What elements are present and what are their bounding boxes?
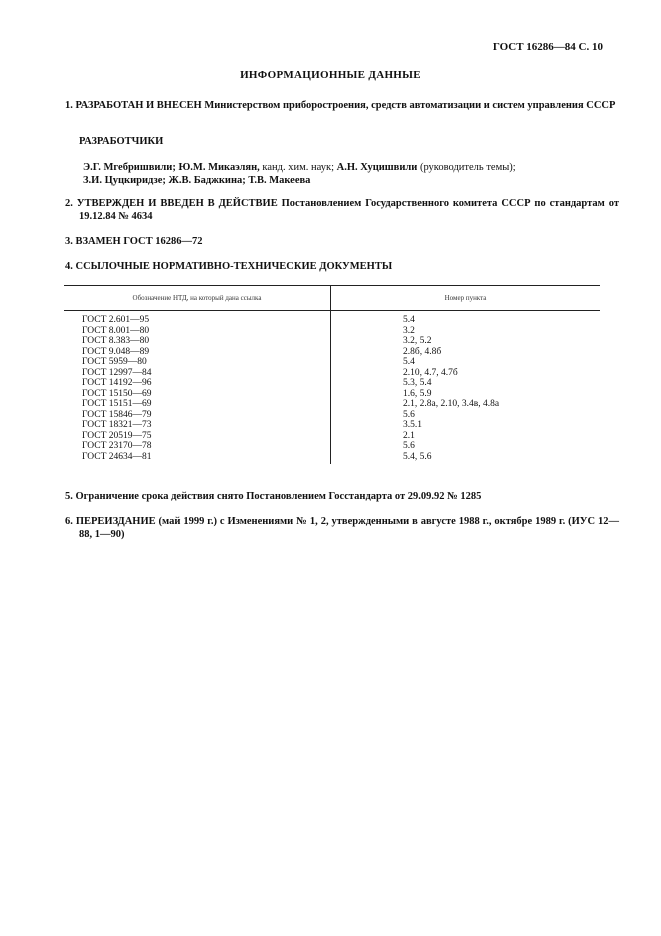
clause-cell: 3.5.1 <box>403 420 422 430</box>
clause-cell: 1.6, 5.9 <box>403 388 432 399</box>
table-body <box>64 311 600 465</box>
table-row <box>64 357 600 368</box>
table-row <box>64 410 600 421</box>
section-5 <box>65 490 619 503</box>
section-number: 3. <box>65 236 73 247</box>
developers-list <box>83 161 603 187</box>
developers-heading: РАЗРАБОТЧИКИ <box>79 136 164 147</box>
developer-leader: А.Н. Хуцишвили <box>334 162 418 173</box>
table-row <box>64 336 600 347</box>
designation-cell: ГОСТ 2.601—95 <box>64 311 331 326</box>
section-text: ПЕРЕИЗДАНИЕ (май 1999 г.) с Изменениями № 1, 2, утвержденными в августе 1988 г., октябре 1989 г. (ИУС 12—88, 1—90) <box>75 516 620 540</box>
section-text: ВЗАМЕН ГОСТ 16286—72 <box>75 236 203 247</box>
section-number: 5. <box>65 491 73 502</box>
table-row <box>64 399 600 410</box>
document-title: ИНФОРМАЦИОННЫЕ ДАННЫЕ <box>240 69 421 81</box>
section-1 <box>65 99 619 112</box>
clause-cell: 2.8б, 4.8б <box>403 346 442 357</box>
table-row <box>64 326 600 337</box>
clause-cell: 5.3, 5.4 <box>403 378 432 388</box>
table-row <box>64 378 600 389</box>
section-4 <box>65 260 605 273</box>
clause-cell: 3.2, 5.2 <box>403 336 432 346</box>
developer-degree: канд. хим. наук; <box>259 162 335 173</box>
clause-cell: 2.1, 2.8а, 2.10, 3.4в, 4.8а <box>403 399 500 409</box>
section-6 <box>65 515 619 541</box>
table-row <box>64 420 600 431</box>
clause-cell: 5.6 <box>403 441 415 451</box>
section-number: 6. <box>65 516 73 527</box>
designation-cell: ГОСТ 18321—73 <box>64 420 331 431</box>
clause-cell: 2.1 <box>403 430 415 441</box>
table-row <box>64 347 600 358</box>
designation-cell: ГОСТ 24634—81 <box>64 452 331 465</box>
section-3 <box>65 235 605 248</box>
table-row <box>64 431 600 442</box>
section-text: УТВЕРЖДЕН И ВВЕДЕН В ДЕЙСТВИЕ Постановлением Государственного комитета СССР по стандартам от 19.12.84 № 4634 <box>76 198 620 222</box>
section-number: 4. <box>65 261 73 272</box>
references-table <box>64 285 600 464</box>
section-text: Ограничение срока действия снято Постановлением Госстандарта от 29.09.92 № 1285 <box>75 491 482 502</box>
section-2 <box>65 197 619 223</box>
table-row <box>64 441 600 452</box>
designation-cell: ГОСТ 12997—84 <box>64 368 331 379</box>
designation-cell: ГОСТ 23170—78 <box>64 441 331 452</box>
designation-cell: ГОСТ 8.001—80 <box>64 326 331 337</box>
designation-cell: ГОСТ 15150—69 <box>64 389 331 400</box>
designation-cell: ГОСТ 15846—79 <box>64 410 331 421</box>
section-text: РАЗРАБОТАН И ВНЕСЕН Министерством приборостроения, средств автоматизации и систем управления СССР <box>75 100 616 111</box>
clause-cell: 3.2 <box>403 325 415 336</box>
designation-cell: ГОСТ 15151—69 <box>64 399 331 410</box>
section-text: ССЫЛОЧНЫЕ НОРМАТИВНО-ТЕХНИЧЕСКИЕ ДОКУМЕНТЫ <box>75 261 393 272</box>
clause-cell: 5.4 <box>403 357 415 367</box>
developer-names: Э.Г. Мгебришвили; Ю.М. Микаэлян, <box>83 162 260 173</box>
clause-cell: 2.10, 4.7, 4.7б <box>403 367 458 378</box>
table-header-clause: Номер пункта <box>331 286 601 311</box>
designation-cell: ГОСТ 20519—75 <box>64 431 331 442</box>
table-row <box>64 389 600 400</box>
developer-role: (руководитель темы); <box>417 162 516 173</box>
clause-cell: 5.4, 5.6 <box>403 451 432 462</box>
developer-names-2: З.И. Цуцкиридзе; Ж.В. Баджкина; Т.В. Макеева <box>83 175 311 186</box>
clause-cell: 5.4 <box>403 315 415 325</box>
designation-cell: ГОСТ 14192—96 <box>64 378 331 389</box>
page-header: ГОСТ 16286—84 С. 10 <box>492 41 603 53</box>
designation-cell: ГОСТ 5959—80 <box>64 357 331 368</box>
clause-cell: 5.6 <box>403 409 415 420</box>
table-row <box>64 311 600 326</box>
table-row <box>64 452 600 465</box>
designation-cell: ГОСТ 8.383—80 <box>64 336 331 347</box>
section-number: 1. <box>65 100 73 111</box>
designation-cell: ГОСТ 9.048—89 <box>64 347 331 358</box>
section-number: 2. <box>65 198 73 209</box>
table-row <box>64 368 600 379</box>
table-header-designation: Обозначение НТД, на который дана ссылка <box>64 286 331 311</box>
